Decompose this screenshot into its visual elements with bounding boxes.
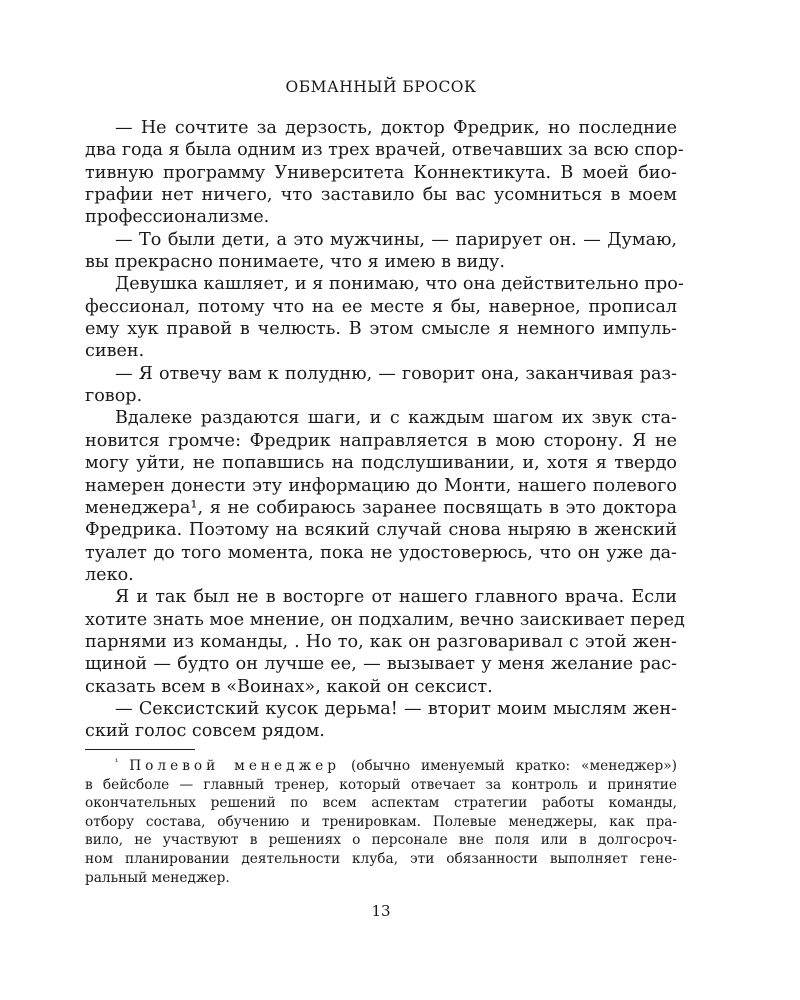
- text-line: — Сексистский кусок дерьма! — вторит моим мыслям жен-: [115, 698, 677, 719]
- book-page: [85, 0, 685, 1000]
- body-text: [85, 117, 685, 743]
- text-line: намерен донести эту информацию до Монти, нашего полевого: [85, 475, 677, 496]
- text-line: щиной — будто он лучше ее, — вызывает у меня желание рас-: [85, 654, 677, 675]
- text-line: Я и так был не в восторге от нашего главного врача. Если: [115, 587, 677, 608]
- text-line: могу уйти, не попавшись на подслушивании, и, хотя я твердо: [85, 453, 677, 474]
- text-line: туалет до того момента, пока не удостоверюсь, что он уже да-: [85, 542, 677, 563]
- text-line: два года я была одним из трех врачей, отвечавших за всю спор-: [85, 140, 684, 161]
- text-line: Вдалеке раздаются шаги, и с каждым шагом их звук ста-: [115, 408, 677, 429]
- footnote-line: окончательных решений по всем аспектам стратегии работы команды,: [85, 795, 677, 812]
- text-line: — Я отвечу вам к полудню, — говорит она, заканчивая раз-: [115, 363, 677, 384]
- text-line: новится громче: Фредрик направляется в мою сторону. Я не: [85, 430, 677, 451]
- running-head: ОБМАННЫЙ БРОСОК: [285, 78, 477, 96]
- footnote-first-line-rest: (обычно именуемый кратко: «менеджер»): [350, 758, 678, 774]
- footnote-line: вило, не участвуют в решениях о персонале вне поля или в долгосроч-: [85, 832, 677, 849]
- footnote-line: ральный менеджер.: [85, 869, 230, 886]
- footnote-line: в бейсболе — главный тренер, который отвечает за контроль и принятие: [85, 776, 677, 793]
- footnote: [85, 757, 677, 887]
- footnote-term: Полевой менеджер: [129, 758, 341, 774]
- text-line: леко.: [85, 564, 134, 585]
- text-line: фессионал, потому что на ее месте я бы, наверное, прописал: [85, 296, 677, 317]
- text-line: вы прекрасно понимаете, что я имею в виду.: [85, 252, 505, 273]
- text-line: тивную программу Университета Коннектикута. В моей био-: [85, 162, 677, 183]
- footnote-marker: ¹: [115, 756, 119, 767]
- text-line: сивен.: [85, 341, 145, 362]
- text-line: графии нет ничего, что заставило бы вас усомниться в моем: [85, 185, 677, 206]
- footnote-first-line: [85, 757, 677, 776]
- text-line: Фредрика. Поэтому на всякий случай снова ныряю в женский: [85, 520, 677, 541]
- text-line: Девушка кашляет, и я понимаю, что она действительно про-: [115, 274, 684, 295]
- footnote-line: ном планировании деятельности клуба, эти обязанности выполняет гене-: [85, 850, 677, 867]
- text-line: сказать всем в «Воинах», какой он сексист.: [85, 676, 493, 697]
- page-number: 13: [371, 902, 391, 920]
- text-line: менеджера¹, я не собираюсь заранее посвящать в это доктора: [85, 497, 677, 518]
- text-line: хотите знать мое мнение, он подхалим, вечно заискивает перед: [85, 609, 685, 630]
- text-line: ему хук правой в челюсть. В этом смысле я немного импуль-: [85, 319, 677, 340]
- text-line: профессионализме.: [85, 207, 270, 228]
- text-line: — Не сочтите за дерзость, доктор Фредрик, но последние: [115, 118, 677, 138]
- text-line: парнями из команды, . Но то, как он разговаривал с этой жен-: [85, 631, 677, 652]
- footnote-divider: [85, 749, 195, 750]
- text-line: ский голос совсем рядом.: [85, 721, 325, 742]
- footnote-line: отбору состава, обучению и тренировкам. Полевые менеджеры, как пра-: [85, 813, 677, 830]
- text-line: говор.: [85, 386, 143, 407]
- text-line: — То были дети, а это мужчины, — парирует он. — Думаю,: [115, 229, 677, 250]
